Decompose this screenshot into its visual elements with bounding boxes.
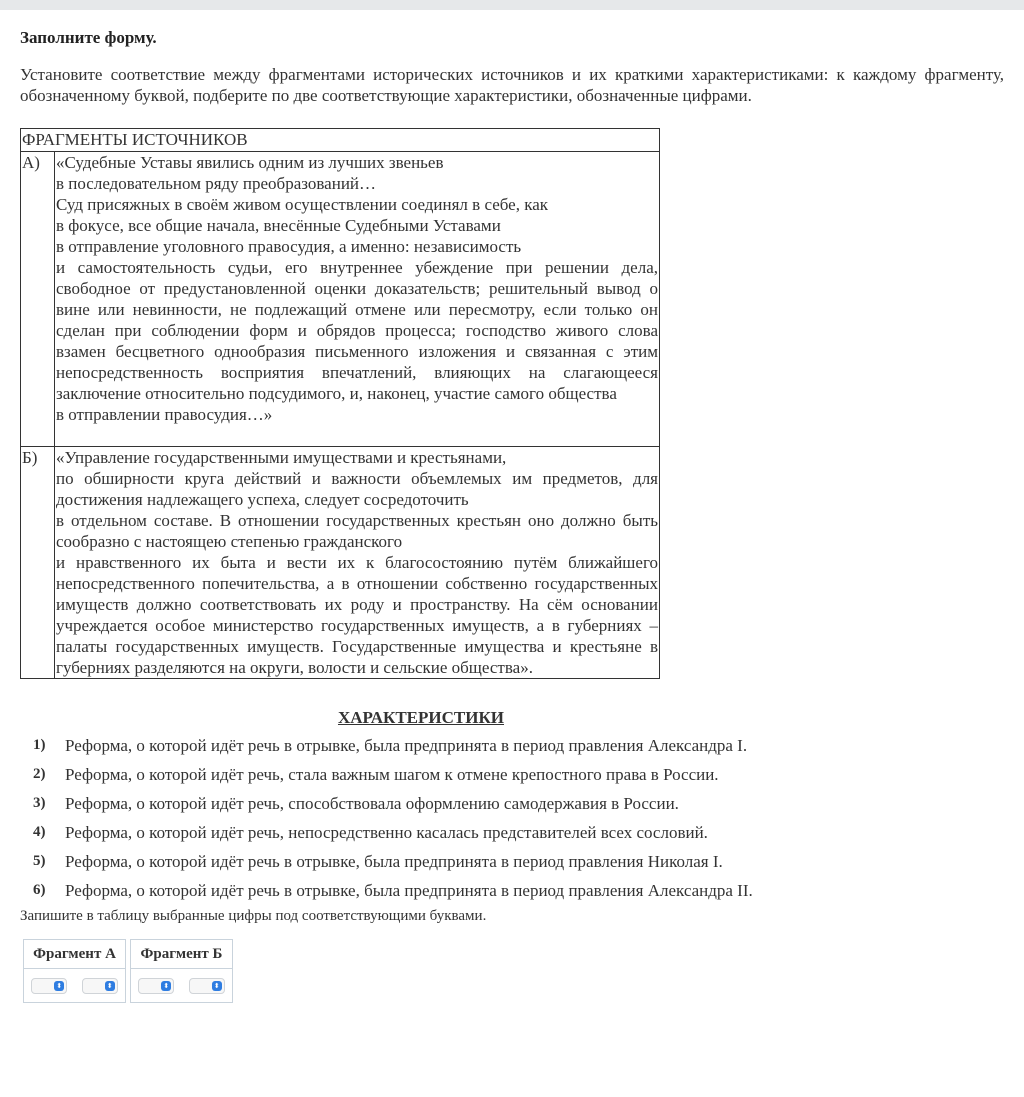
item-number: 6) xyxy=(33,882,46,898)
fragment-line: и самостоятельность судьи, его внутреннее убеждение при решении дела, свободное от предустановленной оценки доказательств; решительный вывод о вине или невинности, не подлежащий отмене или пересмотру, если только он сделан при соблюдении форм и обрядов процесса; господство живого слова взамен бесцветного однообразия письменного изложения и связанная с этим непосредственность восприятия впечатлений, влияющих на слагающееся заключение относительно подсудимого, и, наконец, участие самого общества xyxy=(56,258,658,403)
fragment-line: по обширности круга действий и важности объемлемых им предметов, для достижения надлежащего успеха, следует сосредоточить xyxy=(56,469,658,509)
answer-instruction: Запишите в таблицу выбранные цифры под соответствующими буквами. xyxy=(20,908,487,924)
item-text: Реформа, о которой идёт речь в отрывке, была предпринята в период правления Александра I. xyxy=(65,736,748,755)
form-title: Заполните форму. xyxy=(20,28,157,47)
list-item xyxy=(20,851,1004,872)
sources-table-header: ФРАГМЕНТЫ ИСТОЧНИКОВ xyxy=(21,129,660,152)
fragment-line: в отправление уголовного правосудия, а именно: независимость xyxy=(56,237,522,256)
task-instruction: Установите соответствие между фрагментами исторических источников и их краткими характеристиками: к каждому фрагменту, обозначенному буквой, подберите по две соответствующие характеристики, обозначенные цифрами. xyxy=(20,65,1004,105)
answer-a1-select[interactable] xyxy=(31,978,67,994)
fragment-text xyxy=(55,152,660,447)
fragment-row-b xyxy=(21,447,660,679)
updown-arrows-icon: ⬍ xyxy=(212,981,222,991)
updown-arrows-icon: ⬍ xyxy=(161,981,171,991)
list-item xyxy=(20,793,1004,814)
answer-column-b xyxy=(130,939,233,1003)
answer-column-a xyxy=(23,939,126,1003)
answer-b1-select[interactable] xyxy=(138,978,174,994)
answer-b2-select[interactable] xyxy=(189,978,225,994)
item-text: Реформа, о которой идёт речь, способствовала оформлению самодержавия в России. xyxy=(65,794,679,813)
fragment-row-a xyxy=(21,152,660,447)
item-number: 1) xyxy=(33,737,46,753)
updown-arrows-icon: ⬍ xyxy=(54,981,64,991)
updown-arrows-icon: ⬍ xyxy=(105,981,115,991)
fragment-line: в последовательном ряду преобразований… xyxy=(56,174,377,193)
answer-column-header: Фрагмент А xyxy=(24,940,125,969)
item-text: Реформа, о которой идёт речь в отрывке, была предпринята в период правления Николая I. xyxy=(65,852,723,871)
characteristics-list xyxy=(20,735,1004,901)
answer-a2-select[interactable] xyxy=(82,978,118,994)
fragment-letter: А) xyxy=(21,152,55,447)
answer-table xyxy=(23,939,1004,1003)
sources-table xyxy=(20,128,660,679)
fragment-letter: Б) xyxy=(21,447,55,679)
fragment-line: «Управление государственными имуществами и крестьянами, xyxy=(56,448,507,467)
item-text: Реформа, о которой идёт речь, непосредственно касалась представителей всех сословий. xyxy=(65,823,708,842)
list-item xyxy=(20,735,1004,756)
fragment-line: в отдельном составе. В отношении государственных крестьян оно должно быть сообразно с настоящею степенью гражданского xyxy=(56,511,658,551)
characteristics-title: ХАРАКТЕРИСТИКИ xyxy=(337,708,505,727)
top-bar xyxy=(0,0,1024,10)
list-item xyxy=(20,822,1004,843)
fragment-text xyxy=(55,447,660,679)
item-text: Реформа, о которой идёт речь в отрывке, была предпринята в период правления Александра II. xyxy=(65,881,753,900)
item-number: 3) xyxy=(33,795,46,811)
list-item xyxy=(20,764,1004,785)
fragment-line: Суд присяжных в своём живом осуществлении соединял в себе, как xyxy=(56,195,549,214)
item-number: 2) xyxy=(33,766,46,782)
fragment-line: в фокусе, все общие начала, внесённые Судебными Уставами xyxy=(56,216,501,235)
form-content xyxy=(20,28,1004,1003)
item-text: Реформа, о которой идёт речь, стала важным шагом к отмене крепостного права в России. xyxy=(65,765,719,784)
item-number: 4) xyxy=(33,824,46,840)
answer-column-header: Фрагмент Б xyxy=(131,940,232,969)
item-number: 5) xyxy=(33,853,46,869)
fragment-line: и нравственного их быта и вести их к благосостоянию путём ближайшего непосредственного попечительства, а в отношении собственно государственных имуществ должно соответствовать их роду и пространству. На сём основании учреждается особое министерство государственных имуществ, а в губерниях – палаты государственных имуществ. Государственные имущества и крестьяне в губерниях разделяются на округи, волости и сельские общества». xyxy=(56,553,658,677)
fragment-line: в отправлении правосудия…» xyxy=(56,405,273,424)
fragment-line: «Судебные Уставы явились одним из лучших звеньев xyxy=(56,153,444,172)
list-item xyxy=(20,880,1004,901)
